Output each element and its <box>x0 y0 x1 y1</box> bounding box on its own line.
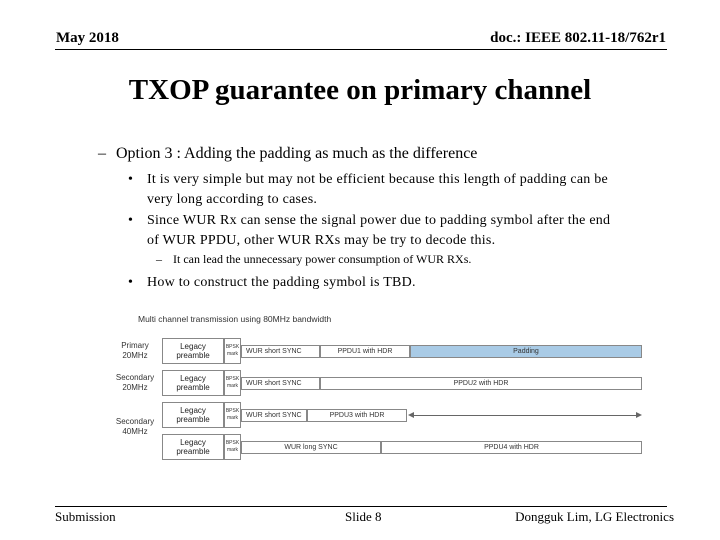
arrow-right-icon <box>636 412 642 418</box>
channel-label-secondary-20 <box>110 373 160 393</box>
sync-field: WUR long SYNC <box>241 441 381 454</box>
legacy-line: preamble <box>176 447 210 456</box>
bpsk-line: mark <box>226 351 239 357</box>
padding-field: Padding <box>410 345 642 358</box>
header-doc-id: doc.: IEEE 802.11-18/762r1 <box>490 30 666 46</box>
bpsk-line: BPSK <box>225 408 240 414</box>
footer-author: Dongguk Lim, LG Electronics <box>515 509 674 524</box>
sync-field: WUR short SYNC <box>241 377 320 390</box>
footer-rule <box>55 506 667 507</box>
channel-label-secondary-40 <box>110 417 160 437</box>
legacy-line: Legacy <box>180 374 206 383</box>
bpsk-mark <box>224 370 241 396</box>
sub-bullet-text: It can lead the unnecessary power consumption of WUR RXs. <box>173 252 472 266</box>
option-dash: – <box>98 145 106 162</box>
bpsk-mark <box>224 434 241 460</box>
bpsk-line: mark <box>226 415 239 421</box>
legacy-preamble <box>162 338 224 364</box>
diagram-title: Multi channel transmission using 80MHz bandwidth <box>138 314 332 324</box>
bullet-2-marker: • <box>128 213 134 228</box>
legacy-line: preamble <box>176 351 210 360</box>
bullet-2-line-1: Since WUR Rx can sense the signal power due to padding symbol after the end <box>147 213 611 228</box>
channel-label-line: 20MHz <box>122 383 148 392</box>
bpsk-line: BPSK <box>225 344 240 350</box>
bpsk-line: BPSK <box>225 440 240 446</box>
bpsk-line: mark <box>226 447 239 453</box>
bpsk-line: BPSK <box>225 376 240 382</box>
legacy-line: preamble <box>176 415 210 424</box>
option-line <box>98 145 477 163</box>
footer-submission: Submission <box>55 509 116 524</box>
sub-bullet-dash: – <box>156 252 162 266</box>
footer-slide-number: Slide 8 <box>345 509 382 524</box>
legacy-line: Legacy <box>180 438 206 447</box>
bullet-1-marker: • <box>128 172 134 187</box>
legacy-preamble <box>162 402 224 428</box>
legacy-line: preamble <box>176 383 210 392</box>
legacy-line: Legacy <box>180 342 206 351</box>
bullet-2-line-2: of WUR PPDU, other WUR RXs may be try to decode this. <box>147 233 496 248</box>
slide-title: TXOP guarantee on primary channel <box>128 74 592 106</box>
sync-field: WUR short SYNC <box>241 345 320 358</box>
bullet-3-marker: • <box>128 275 134 290</box>
header-rule <box>55 49 667 50</box>
bpsk-mark <box>224 338 241 364</box>
channel-label-line: Primary <box>121 341 149 350</box>
bpsk-mark <box>224 402 241 428</box>
duration-arrow-line <box>414 415 636 416</box>
sync-field: WUR short SYNC <box>241 409 307 422</box>
ppdu-field: PPDU3 with HDR <box>307 409 407 422</box>
channel-label-line: 20MHz <box>122 351 148 360</box>
legacy-preamble <box>162 370 224 396</box>
bullet-1-line-1: It is very simple but may not be efficient because this length of padding can be <box>147 172 609 187</box>
sub-bullet <box>156 252 471 267</box>
channel-label-line: 40MHz <box>122 427 148 436</box>
header-date: May 2018 <box>56 30 119 46</box>
ppdu-field: PPDU1 with HDR <box>320 345 410 358</box>
bullet-1-line-2: very long according to cases. <box>147 192 318 207</box>
bpsk-line: mark <box>226 383 239 389</box>
ppdu-field: PPDU4 with HDR <box>381 441 642 454</box>
legacy-line: Legacy <box>180 406 206 415</box>
bullet-3-text: How to construct the padding symbol is TBD. <box>147 275 416 290</box>
channel-label-primary <box>110 341 160 361</box>
channel-label-line: Secondary <box>115 373 155 382</box>
option-text: Option 3 : Adding the padding as much as the difference <box>116 145 478 162</box>
multichannel-diagram <box>108 307 644 467</box>
legacy-preamble <box>162 434 224 460</box>
channel-label-line: Secondary <box>115 417 155 426</box>
ppdu-field: PPDU2 with HDR <box>320 377 642 390</box>
